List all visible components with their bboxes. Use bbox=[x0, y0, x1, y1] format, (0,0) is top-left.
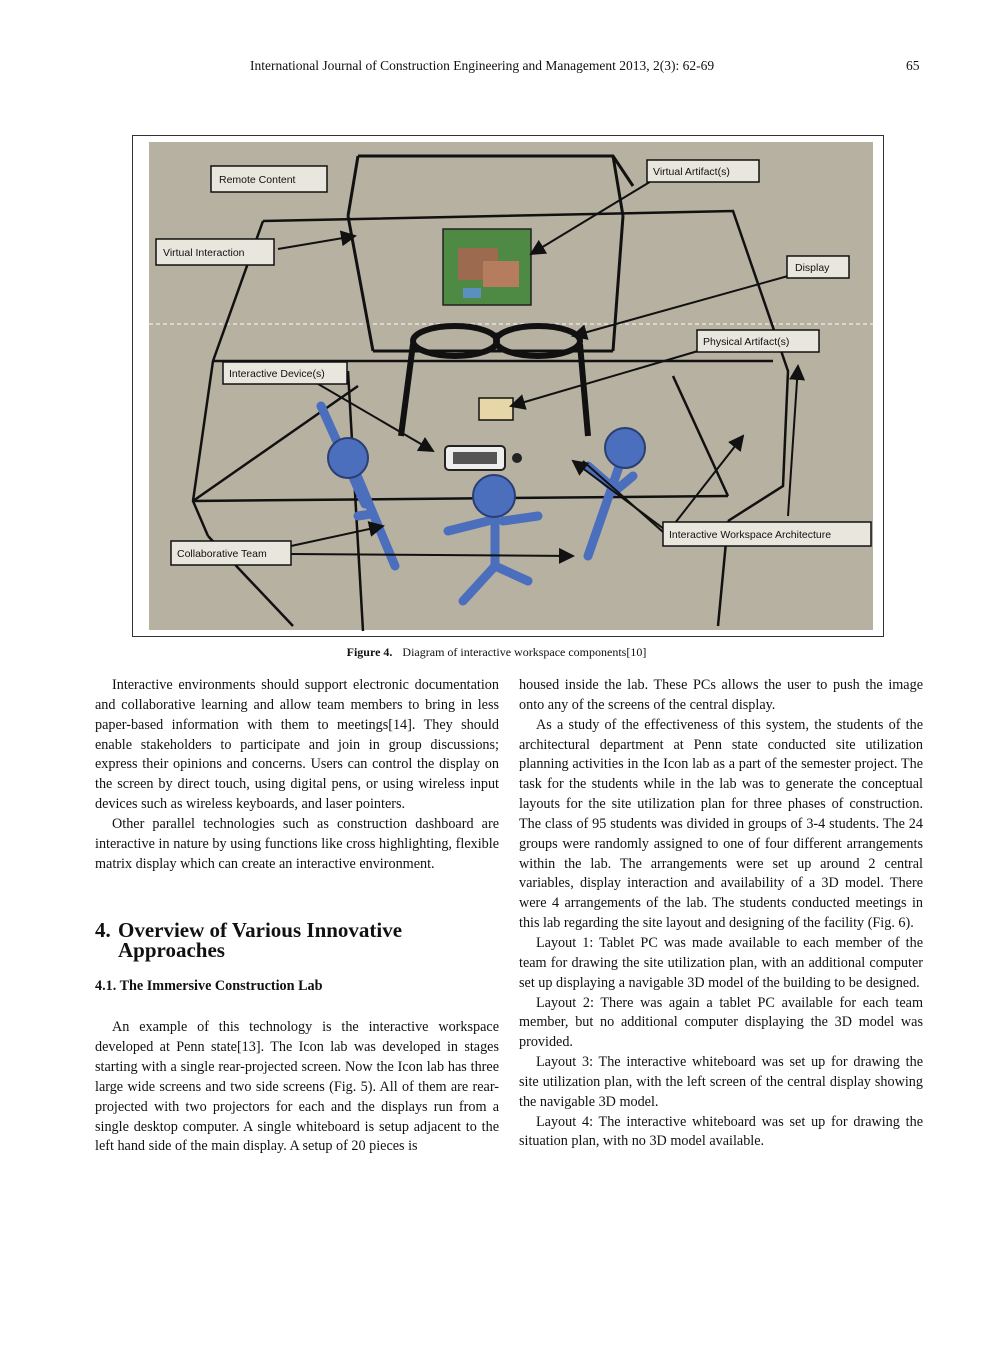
left-column bbox=[95, 676, 499, 1157]
workspace-diagram bbox=[133, 136, 883, 636]
label-interactive-devices bbox=[223, 362, 347, 384]
section-number: 4. bbox=[95, 918, 111, 943]
section-title-line1: Overview of Various Innovative bbox=[118, 918, 403, 943]
paragraph: housed inside the lab. These PCs allows the user to push the image onto any of the screens of the central display. bbox=[519, 677, 923, 713]
section-heading bbox=[95, 918, 499, 963]
section-title-line2: Approaches bbox=[118, 938, 225, 963]
label-virtual-interaction bbox=[156, 239, 274, 265]
figure-caption-label: Figure 4. bbox=[346, 645, 393, 659]
svg-text:Interactive Device(s): Interactive Device(s) bbox=[229, 368, 325, 380]
journal-citation: International Journal of Construction Engineering and Management 2013, 2(3): 62-69 bbox=[250, 58, 715, 73]
paragraph: Layout 2: There was again a tablet PC available for each team member, but no additional computer displaying the 3D model was provided. bbox=[519, 994, 923, 1051]
svg-text:Interactive Workspace Architec: Interactive Workspace Architecture bbox=[669, 529, 832, 541]
paragraph: Layout 4: The interactive whiteboard was set up for drawing the situation plan, with no 3D model available. bbox=[519, 1113, 923, 1150]
label-virtual-artifacts bbox=[647, 160, 759, 182]
figure-caption bbox=[0, 645, 993, 660]
label-physical-artifacts bbox=[697, 330, 819, 352]
svg-text:Virtual Artifact(s): Virtual Artifact(s) bbox=[653, 166, 730, 178]
svg-text:Virtual Interaction: Virtual Interaction bbox=[163, 247, 245, 259]
page-number: 65 bbox=[906, 58, 920, 73]
paragraph: Interactive environments should support electronic documentation and collaborative learning and allow team members to bring in less paper-based information with them to meetings[14]. They should enable stakeholders to participate and join in group discussions; express their opinions and concerns. Users can control the display on the screen by direct touch, using digital pens, or using wireless input devices such as wireless keyboards, and laser pointers. bbox=[95, 677, 499, 813]
subsection-heading: 4.1. The Immersive Construction Lab bbox=[95, 978, 323, 995]
paragraph: An example of this technology is the interactive workspace developed at Penn state[13]. The Icon lab was developed in stages starting with a single rear-projected screen. Now the Icon lab has three large wide screens and two side screens (Fig. 5). All of them are rear-projected with two projectors for each and the displays run from a single desktop computer. A single whiteboard is setup adjacent to the left hand side of the main display. A setup of 20 pieces is bbox=[95, 1019, 499, 1155]
label-collaborative-team bbox=[171, 541, 291, 565]
physical-artifact-icon bbox=[479, 398, 513, 420]
svg-text:Display: Display bbox=[795, 262, 830, 274]
svg-text:Collaborative Team: Collaborative Team bbox=[177, 548, 267, 560]
paragraph: Layout 1: Tablet PC was made available to each member of the team for drawing the site utilization plan, with an additional computer set up displaying a navigable 3D model of the building to be designed. bbox=[519, 934, 923, 991]
svg-text:Physical Artifact(s): Physical Artifact(s) bbox=[703, 336, 790, 348]
label-interactive-workspace-architecture bbox=[663, 522, 871, 546]
paragraph: Layout 3: The interactive whiteboard was set up for drawing the site utilization plan, with the left screen of the central display showing the navigable 3D model. bbox=[519, 1054, 923, 1110]
svg-text:Remote Content: Remote Content bbox=[219, 174, 296, 186]
paragraph: Other parallel technologies such as construction dashboard are interactive in nature by using functions like cross highlighting, flexible matrix display which can create an interactive environment. bbox=[95, 815, 499, 872]
label-display bbox=[787, 256, 849, 278]
right-column bbox=[519, 676, 923, 1152]
figure-caption-text: Diagram of interactive workspace components[10] bbox=[402, 645, 647, 659]
paragraph: As a study of the effectiveness of this system, the students of the architectural department at Penn state conducted site utilization planning activities in the Icon lab as a part of the semester project. The task for the students while in the lab was to generate the conceptual layouts for the site utilization plan for three phases of construction. The class of 95 students was divided in groups of 3-4 students. The 24 groups were randomly assigned to one of four different arrangements within the lab. The arrangements were set up around 2 central variables, display interaction and availability of a 3D model. There were 4 arrangements of the lab. The students conducted meetings in this lab regarding the site layout and designing of the facility (Fig. 6). bbox=[519, 716, 923, 932]
figure-4 bbox=[132, 135, 884, 637]
label-remote-content bbox=[211, 166, 327, 192]
